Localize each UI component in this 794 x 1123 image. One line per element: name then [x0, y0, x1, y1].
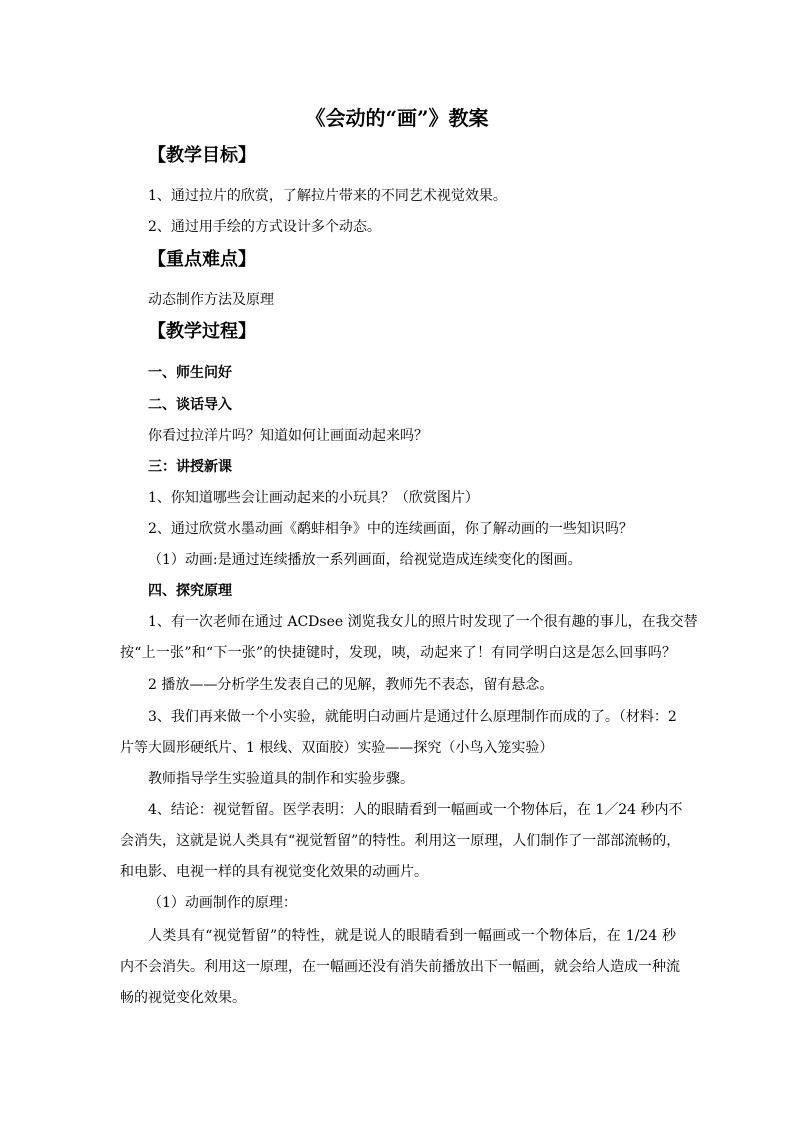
paragraph-7-line-2: 内不会消失。利用这一原理，在一幅画还没有消失前播放出下一幅画，就会给人造成一种流	[120, 959, 680, 975]
paragraph-7-line-3: 畅的视觉变化效果。	[120, 990, 246, 1006]
goal-item-1: 1、通过拉片的欣赏，了解拉片带来的不同艺术视觉效果。	[148, 188, 507, 204]
paragraph-5-line-1: 4、结论：视觉暂留。医学表明：人的眼睛看到一幅画或一个物体后，在 1／24 秒内不	[148, 802, 683, 818]
step-4-heading: 四、探究原理	[148, 583, 232, 599]
paragraph-1-line-2: 按“上一张”和“下一张”的快捷键时，发现，咦，动起来了！有同学明白这是怎么回事吗？	[120, 645, 676, 661]
paragraph-5-line-3: 和电影、电视一样的具有视觉变化效果的动画片。	[120, 864, 428, 880]
step-3-item-1: 1、你知道哪些会让画动起来的小玩具？（欣赏图片）	[148, 490, 479, 506]
step-2-heading: 二、谈话导入	[148, 397, 232, 413]
key-points-text: 动态制作方法及原理	[148, 292, 274, 308]
paragraph-1-line-1: 1、有一次老师在通过 ACDsee 浏览我女儿的照片时发现了一个很有趣的事儿，在我交替	[148, 614, 698, 630]
paragraph-7-line-1: 人类具有“视觉暂留”的特性，就是说人的眼睛看到一幅画或一个物体后，在 1/24 秒	[148, 928, 676, 944]
heading-teaching-process: 【教学过程】	[148, 321, 256, 342]
heading-key-points: 【重点难点】	[148, 249, 256, 270]
step-2-text: 你看过拉洋片吗？知道如何让画面动起来吗？	[148, 428, 428, 444]
step-1-heading: 一、师生问好	[148, 365, 232, 381]
paragraph-6: （1）动画制作的原理：	[148, 895, 297, 911]
paragraph-2: 2 播放——分析学生发表自己的见解，教师先不表态，留有悬念。	[148, 677, 554, 693]
document-title: 《会动的“画”》教案	[305, 106, 489, 130]
step-3-item-3: （1）动画:是通过连续播放一系列画面，给视觉造成连续变化的图画。	[148, 552, 582, 568]
goal-item-2: 2、通过用手绘的方式设计多个动态。	[148, 219, 381, 235]
paragraph-4: 教师指导学生实验道具的制作和实验步骤。	[148, 771, 414, 787]
step-3-heading: 三：讲授新课	[148, 459, 232, 475]
step-3-item-2: 2、通过欣赏水墨动画《鹬蚌相争》中的连续画面，你了解动画的一些知识吗？	[148, 521, 633, 537]
heading-teaching-goals: 【教学目标】	[148, 145, 256, 166]
paragraph-5-line-2: 会消失，这就是说人类具有“视觉暂留”的特性。利用这一原理，人们制作了一部部流畅的，	[120, 833, 681, 849]
paragraph-3-line-2: 片等大圆形硬纸片、1 根线、双面胶）实验——探究（小鸟入笼实验）	[120, 740, 554, 756]
paragraph-3-line-1: 3、我们再来做一个小实验，就能明白动画片是通过什么原理制作而成的了。（材料：2	[148, 709, 677, 725]
